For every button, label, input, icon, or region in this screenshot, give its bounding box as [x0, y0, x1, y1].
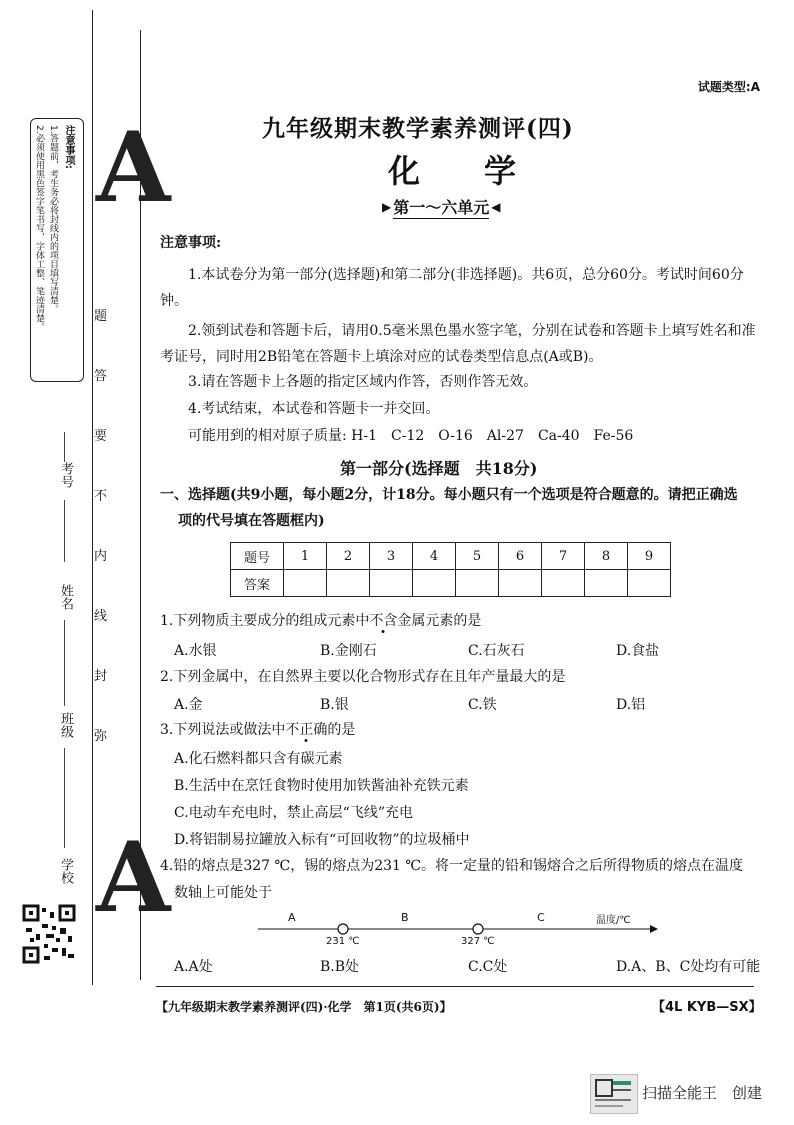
unit-range: 第一～六单元	[393, 195, 489, 219]
question-2-stem: 2.下列金属中，在自然界主要以化合物形式存在且年产量最大的是	[160, 669, 566, 685]
seal-char: 题	[94, 309, 108, 324]
q3-option-d[interactable]: D.将铝制易拉罐放入标有“可回收物”的垃圾桶中	[174, 832, 470, 848]
seal-char: 弥	[94, 729, 108, 744]
arrow-right-icon	[650, 925, 658, 933]
seal-char: 答	[94, 369, 108, 384]
q3-option-a[interactable]: A.化石燃料都只含有碳元素	[174, 751, 343, 767]
q4-option-c[interactable]: C.C处	[468, 959, 508, 975]
seal-char: 封	[94, 669, 108, 684]
seal-char: 线	[94, 609, 108, 624]
exam-title: 九年级期末教学素养测评(四)	[262, 115, 574, 142]
answer-cell[interactable]	[413, 570, 456, 597]
q1-option-d[interactable]: D.食盐	[616, 643, 660, 659]
q2-option-d[interactable]: D.铝	[616, 697, 646, 713]
footer-divider	[156, 986, 754, 987]
stem-text: 3.下列说法或做法中	[160, 722, 286, 738]
question-number-cell: 5	[456, 543, 499, 570]
answer-cell[interactable]	[456, 570, 499, 597]
q4-option-d[interactable]: D.A、B、C处均有可能	[616, 959, 761, 975]
binding-line	[92, 10, 93, 985]
question-number-cell: 3	[370, 543, 413, 570]
table-row	[231, 543, 671, 570]
section-instructions-line1: 一、选择题(共9小题，每小题2分，计18分。每小题只有一个选项是符合题意的。请把正确选	[160, 487, 738, 503]
paper-type-letter-top: A	[96, 111, 171, 224]
exam-number-label: 考号	[58, 462, 73, 488]
q4-option-a[interactable]: A.A处	[174, 959, 213, 975]
point-231	[338, 924, 348, 934]
footer-code: 【4L KYB—SX】	[652, 1000, 762, 1015]
seal-char: 不	[94, 489, 108, 504]
emphasis-text: 不含	[369, 613, 398, 629]
answer-cell[interactable]	[628, 570, 671, 597]
axis-region-c: C	[537, 911, 545, 924]
unit-banner	[382, 195, 500, 219]
stem-text: 的是	[327, 722, 356, 738]
instruction-item: 4.考试结束，本试卷和答题卡一并交回。	[188, 401, 440, 417]
axis-label: 温度/℃	[596, 915, 631, 926]
q3-option-b[interactable]: B.生活中在烹饪食物时使用加铁酱油补充铁元素	[174, 778, 469, 794]
part1-heading: 第一部分(选择题 共18分)	[340, 459, 538, 478]
question-number-cell: 4	[413, 543, 456, 570]
question-4-stem-line1: 4.铅的熔点是327 ℃，锡的熔点为231 ℃。将一定量的铅和锡熔合之后所得物质的熔点在温度	[160, 858, 744, 874]
table-row	[231, 570, 671, 597]
answer-cell[interactable]	[499, 570, 542, 597]
instruction-item: 1.本试卷分为第一部分(选择题)和第二部分(非选择题)。共6页，总分60分。考试时间60分钟。	[160, 267, 744, 309]
seal-char: 内	[94, 549, 108, 564]
class-label: 班级	[58, 712, 73, 738]
answer-cell[interactable]	[370, 570, 413, 597]
stem-text: 金属元素的是	[397, 613, 482, 629]
margin-notice-line2: 2.必须使用黑色签字笔书写，字体工整、笔迹清楚。	[34, 125, 44, 332]
scanner-logo-icon	[590, 1074, 638, 1114]
instructions-heading: 注意事项:	[160, 235, 222, 251]
emphasis-text: 不正确	[285, 722, 328, 738]
q1-option-c[interactable]: C.石灰石	[468, 643, 525, 659]
answer-table	[230, 542, 671, 597]
axis-point-label: 231 ℃	[326, 936, 360, 947]
temperature-number-line	[258, 908, 658, 950]
atomic-masses: 可能用到的相对原子质量: H-1 C-12 O-16 Al-27 Ca-40 Fe-56	[188, 428, 634, 444]
answer-cell[interactable]	[585, 570, 628, 597]
exam-number-line-b	[64, 500, 65, 562]
class-line	[64, 748, 65, 848]
question-number-cell: 6	[499, 543, 542, 570]
exam-number-line-a	[64, 432, 65, 462]
answer-cell[interactable]	[284, 570, 327, 597]
q2-option-b[interactable]: B.银	[320, 697, 349, 713]
question-number-cell: 7	[542, 543, 585, 570]
instruction-item: 3.请在答题卡上各题的指定区域内作答，否则作答无效。	[188, 374, 538, 390]
stem-text: 1.下列物质主要成分的组成元素中	[160, 613, 370, 629]
name-line	[64, 620, 65, 706]
name-label: 姓名	[58, 584, 73, 610]
q3-option-c[interactable]: C.电动车充电时，禁止高层“飞线”充电	[174, 805, 413, 821]
q2-option-c[interactable]: C.铁	[468, 697, 497, 713]
paper-type-label: 试题类型:A	[697, 80, 760, 94]
instruction-item: 2.领到试卷和答题卡后，请用0.5毫米黑色墨水签字笔，分别在试卷和答题卡上填写姓名和准考证号，同时用2B铅笔在答题卡上填涂对应的试卷类型信息点(A或B)。	[160, 323, 756, 365]
point-327	[473, 924, 483, 934]
question-4-stem-line2: 数轴上可能处于	[174, 885, 272, 901]
question-number-cell: 2	[327, 543, 370, 570]
scanner-watermark: 扫描全能王 创建	[642, 1084, 763, 1102]
q4-option-b[interactable]: B.B处	[320, 959, 360, 975]
margin-notice-line1: 1.答题前，考生务必将封线内的项目填写清楚。	[48, 125, 58, 314]
seal-char: 要	[94, 429, 108, 444]
q1-option-b[interactable]: B.金刚石	[320, 643, 377, 659]
margin-notice-box	[30, 118, 84, 382]
q1-option-a[interactable]: A.水银	[174, 643, 217, 659]
question-3-stem	[160, 721, 355, 739]
question-number-cell: 1	[284, 543, 327, 570]
paper-type-letter-bottom: A	[96, 821, 171, 934]
axis-region-a: A	[288, 911, 296, 924]
axis-point-label: 327 ℃	[461, 936, 495, 947]
triangle-left-icon: ◀	[491, 200, 501, 214]
answer-cell[interactable]	[542, 570, 585, 597]
subject-title: 化 学	[388, 152, 517, 190]
q2-option-a[interactable]: A.金	[174, 697, 203, 713]
table-header-cell: 题号	[231, 543, 284, 570]
answer-cell[interactable]	[327, 570, 370, 597]
table-header-cell: 答案	[231, 570, 284, 597]
axis-region-b: B	[401, 911, 409, 924]
question-number-cell: 8	[585, 543, 628, 570]
question-number-cell: 9	[628, 543, 671, 570]
qr-code-icon	[22, 904, 76, 964]
section-instructions-line2: 项的代号填在答题框内)	[178, 513, 325, 529]
footer-page-info: 【九年级期末教学素养测评(四)·化学 第1页(共6页)】	[156, 1000, 452, 1014]
triangle-right-icon: ▶	[382, 200, 392, 214]
school-label: 学校	[58, 858, 73, 884]
question-1-stem	[160, 612, 481, 630]
margin-notice-heading: 注意事项:	[63, 125, 74, 169]
